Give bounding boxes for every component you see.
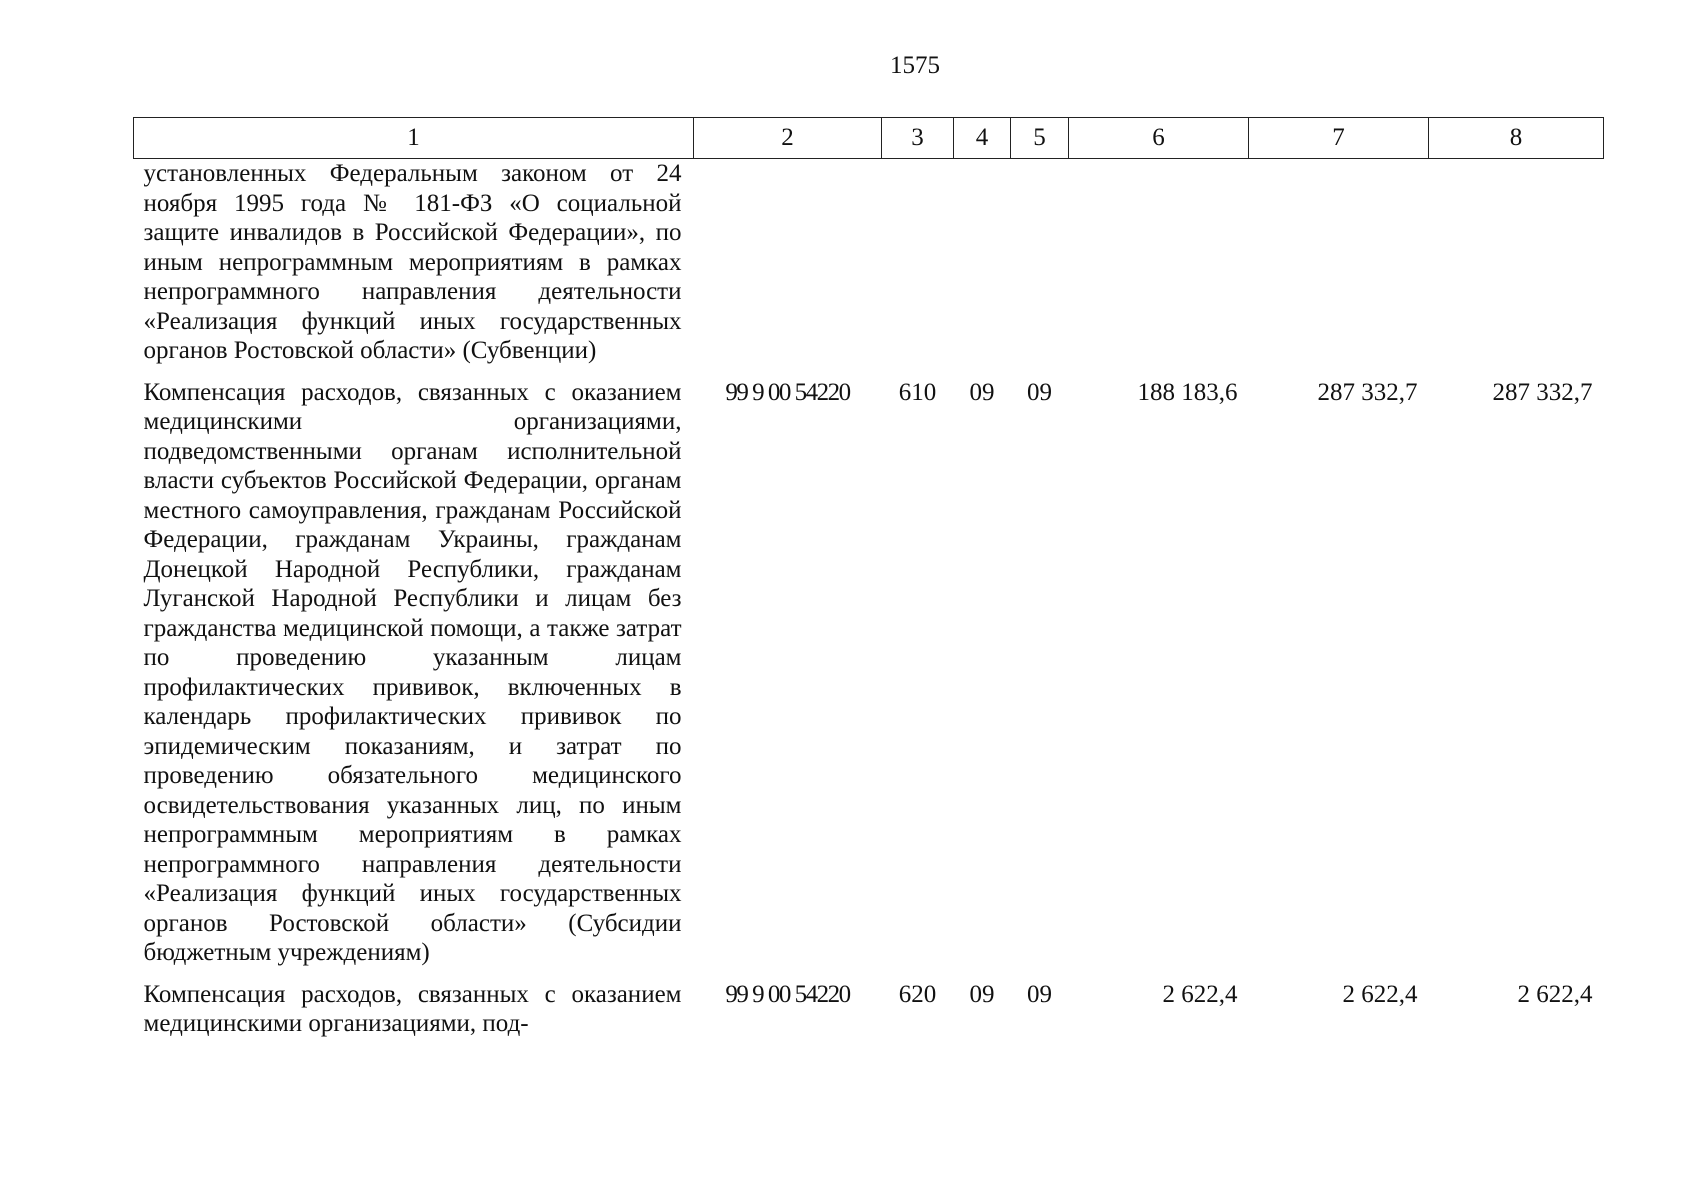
table-row	[134, 980, 1604, 1051]
table-row	[134, 159, 1604, 378]
table-header-row	[134, 118, 1604, 159]
amount-col7: 287 332,7	[1317, 378, 1418, 406]
amount-col7	[1249, 159, 1429, 378]
table-row	[134, 378, 1604, 980]
section-code: 09	[969, 980, 995, 1008]
column-header: 4	[954, 118, 1011, 159]
expense-type-code	[882, 159, 954, 378]
column-header: 7	[1249, 118, 1429, 159]
page-number: 1575	[890, 52, 940, 79]
section-code: 09	[969, 378, 995, 406]
column-header: 8	[1429, 118, 1604, 159]
amount-col6: 188 183,6	[1137, 378, 1238, 406]
row-description: Компенсация расходов, связанных с оказанием медицинскими организациями, подведомственными органам исполнительной власти субъектов Российской Федерации, органам местного самоуправления, гражданам Российской Федерации, гражданам Украины, гражданам Донецкой Народной Республики, гражданам Луганской Народной Республики и лицам без гражданства медицинской помощи, а также затрат по проведению указанным лицам профилактических прививок, включенных в календарь профилактических прививок по эпидемическим показаниям, и затрат по проведению обязательного медицинского освидетельствования указанных лиц, по иным непрограммным мероприятиям в рамках непрограммного направления деятельности «Реализация функций иных государственных органов Ростовской области» (Субсидии бюджетным учреждениям)	[143, 378, 682, 966]
expense-type-code: 610	[898, 378, 937, 406]
expense-type-code: 620	[898, 980, 937, 1008]
target-article-code: 99 9 00 54220	[725, 980, 850, 1008]
subsection-code: 09	[1027, 378, 1052, 406]
amount-col6: 2 622,4	[1162, 980, 1238, 1008]
row-description: Компенсация расходов, связанных с оказанием медицинскими организациями, под-	[143, 980, 682, 1037]
subsection-code	[1011, 159, 1069, 378]
amount-col6	[1069, 159, 1249, 378]
column-header: 2	[694, 118, 882, 159]
amount-col7: 2 622,4	[1342, 980, 1418, 1008]
amount-col8: 287 332,7	[1492, 378, 1593, 406]
amount-col8: 2 622,4	[1517, 980, 1593, 1008]
column-header: 5	[1011, 118, 1069, 159]
subsection-code: 09	[1027, 980, 1052, 1008]
target-article-code	[694, 159, 882, 378]
amount-col8	[1429, 159, 1604, 378]
column-header: 6	[1069, 118, 1249, 159]
target-article-code: 99 9 00 54220	[725, 378, 850, 406]
budget-table	[133, 117, 1604, 1051]
column-header: 3	[882, 118, 954, 159]
column-header: 1	[134, 118, 694, 159]
row-description: установленных Федеральным законом от 24 ноября 1995 года № 181-ФЗ «О социальной защите инвалидов в Российской Федерации», по иным непрограммным мероприятиям в рамках непрограммного направления деятельности «Реализация функций иных государственных органов Ростовской области» (Субвенции)	[143, 160, 682, 364]
section-code	[954, 159, 1011, 378]
